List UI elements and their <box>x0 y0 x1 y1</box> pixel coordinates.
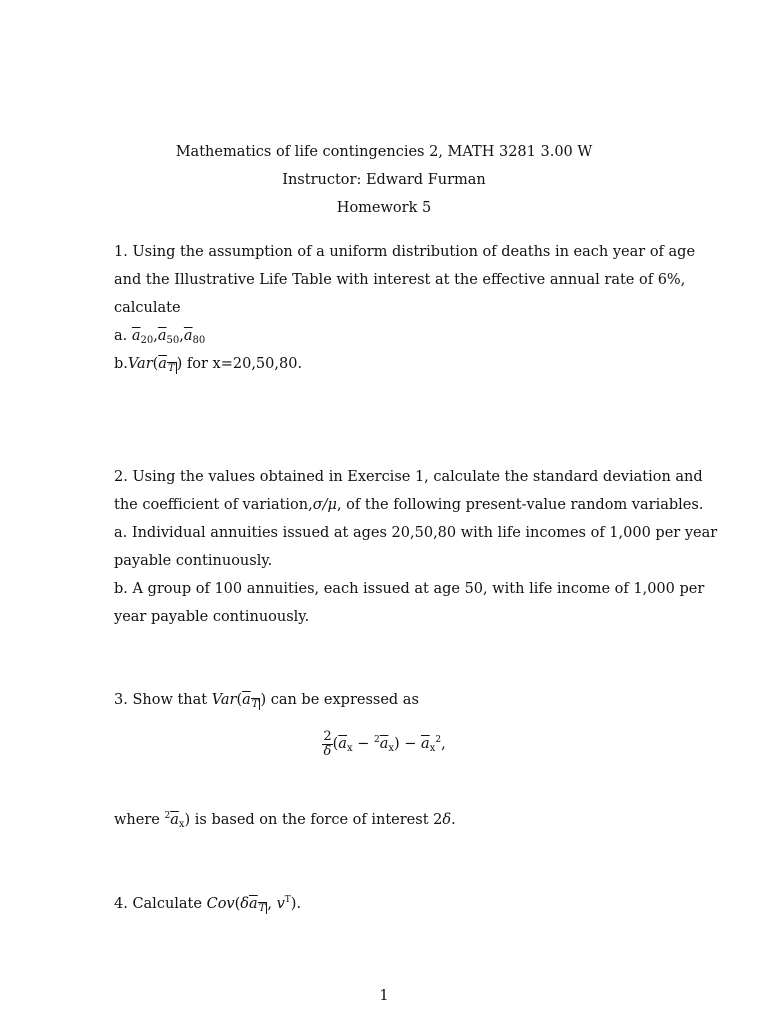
fraction <box>322 730 332 759</box>
angle-T: T <box>251 699 259 710</box>
minus-sign: − <box>357 736 370 752</box>
covariance-operator: Cov <box>206 896 235 912</box>
minus-sign: − <box>404 736 417 752</box>
q4-line: 4. Calculate $Cov(\delta\overline{a}_T$ , $v^T$). <box>114 895 302 914</box>
squared-superscript: 2 <box>435 735 442 745</box>
q2-line-6: year payable continuously. <box>114 609 310 625</box>
x-subscript: x <box>429 743 436 754</box>
q3-display-equation: $\frac{2}{\delta}$ $(\overline{a}_x - ^2\overline{a}_x) - \overline{a}_x^2$, <box>323 728 446 759</box>
q1-line-1: 1. Using the assumption of a uniform distribution of deaths in each year of age <box>114 244 696 260</box>
q3-pre: 3. Show that <box>114 692 212 708</box>
annuity-symbol: $\overline{a}$ <box>158 356 167 372</box>
q3-line-1: 3. Show that $Var(\overline{a}_T$ ) can be expressed as <box>114 692 419 710</box>
variance-operator: Var <box>127 356 153 372</box>
fraction-denominator: δ <box>323 743 332 759</box>
age-subscript: 80 <box>192 335 206 346</box>
page-number: 1 <box>379 988 389 1004</box>
annuity-symbol: $\overline{a}$ <box>170 812 179 828</box>
q3-where-post: is based on the force of interest 2 <box>190 812 443 828</box>
fraction-numerator: 2 <box>323 728 332 744</box>
T-superscript: T <box>284 895 291 905</box>
period: . <box>451 812 456 828</box>
q4-post: ). <box>290 896 302 912</box>
q1-part-b-label: b. <box>114 356 128 372</box>
annuity-symbol: $\overline{a}$ <box>131 328 141 344</box>
q1-part-b: $b.Var(\overline{a}_T$ ) for x=20,50,80. <box>114 356 303 374</box>
age-subscript: 20 <box>140 335 154 346</box>
annuity-symbol: $\overline{a}$ <box>379 736 389 752</box>
q1-part-a <box>114 327 644 350</box>
x-subscript: x <box>178 819 185 830</box>
q3-where-pre: where <box>114 812 165 828</box>
variance-operator: Var <box>211 692 237 708</box>
two-superscript: 2 <box>164 811 171 821</box>
q2-line-3: a. Individual annuities issued at ages 20,50,80 with life incomes of 1,000 per year <box>114 525 718 541</box>
delta-symbol: δ <box>240 896 250 912</box>
annuity-symbol: $\overline{a}$ <box>242 692 251 708</box>
q1-part-a-label: a. <box>114 328 128 344</box>
v-symbol: v <box>276 896 285 912</box>
sigma-over-mu: σ/μ <box>312 497 337 513</box>
q2-line-4: payable continuously. <box>114 553 273 569</box>
annuity-symbol: $\overline{a}$ <box>338 736 347 752</box>
instructor-line: Instructor: Edward Furman <box>282 172 486 188</box>
annuity-symbol: $\overline{a}$ <box>421 736 430 752</box>
q2-line-2-post: , of the following present-value random variables. <box>336 497 704 513</box>
two-superscript: 2 <box>373 735 380 745</box>
q1-line-3: calculate <box>114 300 181 316</box>
annuity-symbol: $\overline{a}$ <box>157 328 167 344</box>
q2-line-2-pre: the coefficient of variation, <box>114 497 313 513</box>
q1-line-2: and the Illustrative Life Table with interest at the effective annual rate of 6%, <box>114 272 686 288</box>
angle-T: T <box>258 903 266 914</box>
q2-line-2 <box>114 496 704 514</box>
q3-where-line: where $^2\overline{a}_x$) is based on the force of interest 2δ. <box>114 811 456 830</box>
q2-line-5: b. A group of 100 annuities, each issued at age 50, with life income of 1,000 per <box>114 581 705 597</box>
q3-post: can be expressed as <box>266 692 419 708</box>
comma: , <box>179 328 184 344</box>
q1-part-b-tail: for x=20,50,80. <box>182 356 303 372</box>
annuity-symbol: $\overline{a}$ <box>249 896 258 912</box>
comma: , <box>153 328 158 344</box>
course-title: Mathematics of life contingencies 2, MATH 3281 3.00 W <box>175 144 593 160</box>
age-subscript: 50 <box>166 335 180 346</box>
q2-line-1: 2. Using the values obtained in Exercise 1, calculate the standard deviation and <box>114 469 703 485</box>
x-subscript: x <box>346 743 353 754</box>
x-subscript: x <box>388 743 394 754</box>
annuity-symbol: $\overline{a}$ <box>183 328 193 344</box>
angle-T: T <box>167 363 175 374</box>
delta-symbol: δ <box>442 812 452 828</box>
homework-title: Homework 5 <box>336 200 432 216</box>
q4-pre: 4. Calculate <box>114 896 207 912</box>
